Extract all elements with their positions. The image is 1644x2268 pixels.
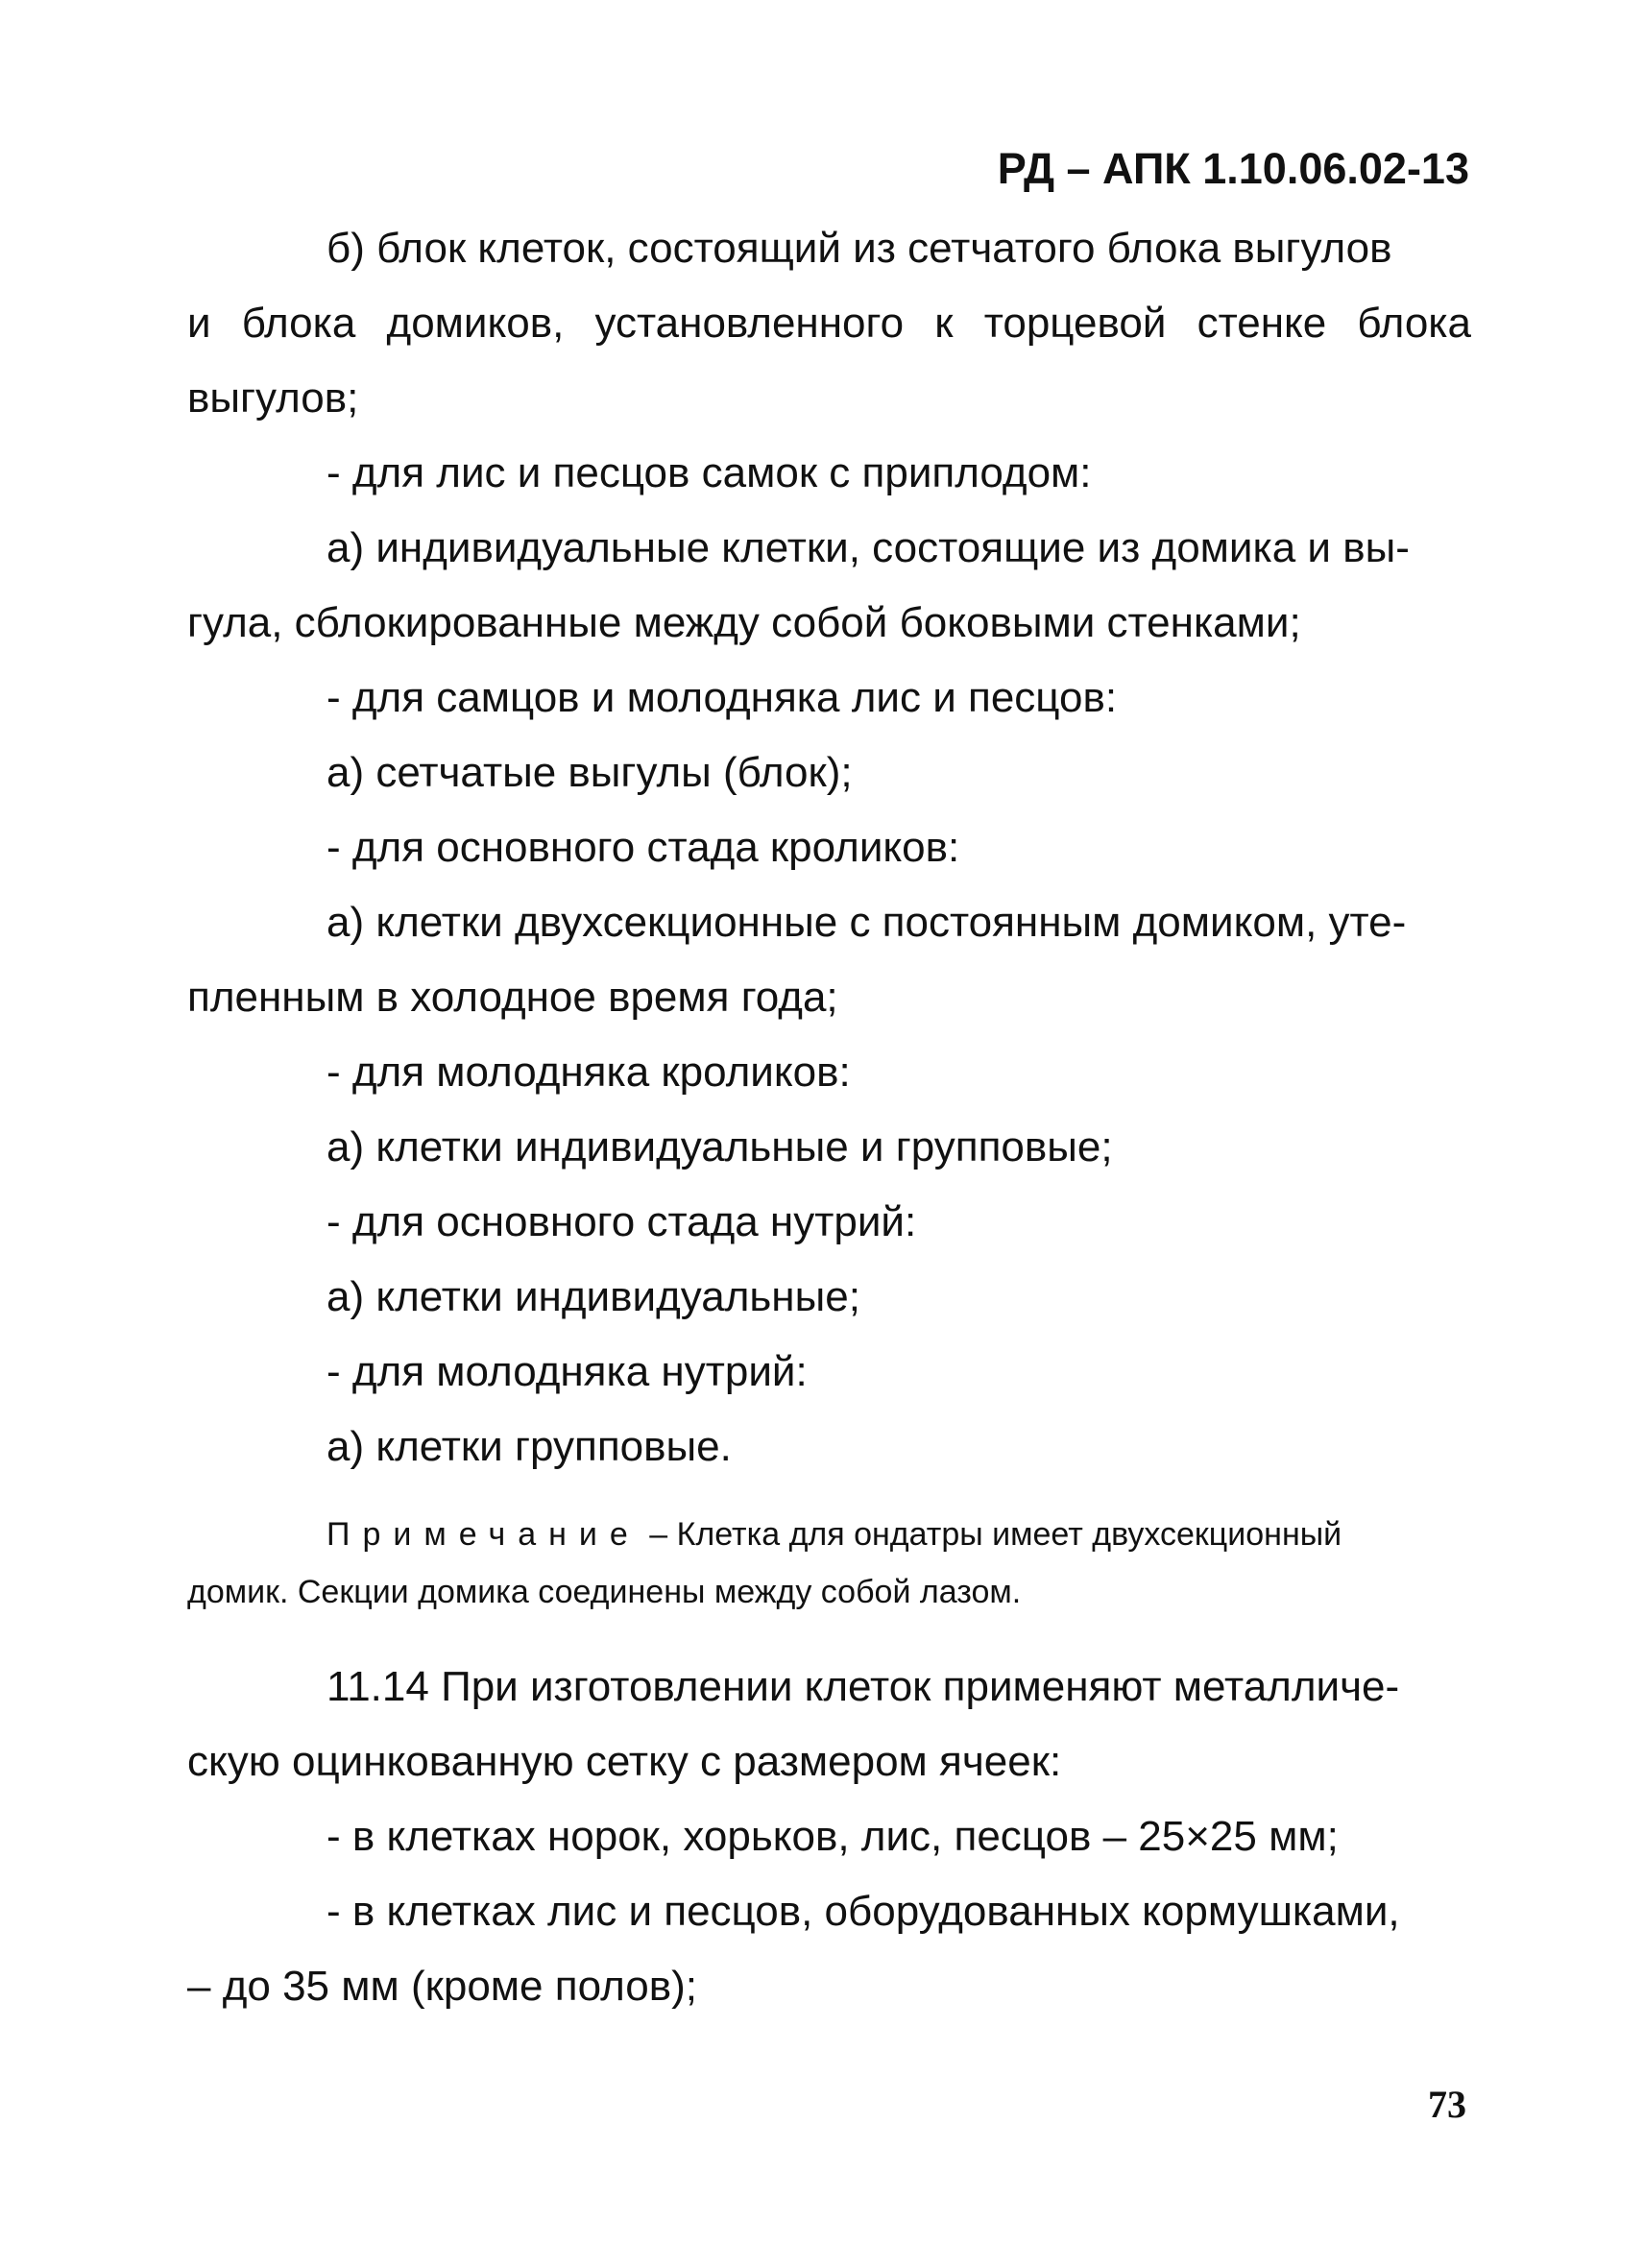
paragraph-line: - для молодняка кроликов: [326, 1049, 851, 1096]
paragraph-line: - для основного стада нутрий: [326, 1198, 917, 1245]
page-number: 73 [1428, 2083, 1466, 2126]
paragraph-line: - в клетках норок, хорьков, лис, песцов – 25×25 мм; [326, 1813, 1339, 1860]
document-body [187, 211, 1471, 2024]
paragraph-line: и блока домиков, установленного к торцевой стенке блока [187, 300, 1471, 347]
paragraph-line: - в клетках лис и песцов, оборудованных кормушками, [326, 1888, 1400, 1935]
paragraph-line: а) клетки двухсекционные с постоянным домиком, уте- [326, 899, 1407, 946]
paragraph-line: а) индивидуальные клетки, состоящие из домика и вы- [326, 524, 1410, 571]
paragraph-line: - для молодняка нутрий: [326, 1348, 808, 1395]
paragraph-line: а) клетки индивидуальные; [326, 1273, 860, 1320]
paragraph-line: - для основного стада кроликов: [326, 824, 960, 871]
paragraph-line: 11.14 При изготовлении клеток применяют металличе- [326, 1663, 1400, 1710]
paragraph-line: выгулов; [187, 374, 359, 422]
paragraph-line: а) клетки групповые. [326, 1423, 732, 1470]
paragraph-line: – до 35 мм (кроме полов); [187, 1963, 697, 2010]
note-line [187, 1506, 1471, 1563]
paragraph-line: - для лис и песцов самок с приплодом: [326, 449, 1092, 496]
paragraph-line: пленным в холодное время года; [187, 974, 838, 1021]
paragraph-line: гула, сблокированные между собой боковыми стенками; [187, 599, 1301, 646]
paragraph-line: - для самцов и молодняка лис и песцов: [326, 674, 1118, 721]
document-code-header: РД – АПК 1.10.06.02-13 [997, 144, 1469, 193]
paragraph-line: а) клетки индивидуальные и групповые; [326, 1123, 1113, 1170]
paragraph-line: скую оцинкованную сетку с размером ячеек: [187, 1738, 1062, 1785]
note-line: домик. Секции домика соединены между собой лазом. [187, 1574, 1022, 1610]
paragraph-line: б) блок клеток, состоящий из сетчатого блока выгулов [326, 225, 1392, 272]
note-text: – Клетка для ондатры имеет двухсекционный [640, 1516, 1342, 1553]
note-label: Примечание [326, 1516, 641, 1553]
paragraph-line: а) сетчатые выгулы (блок); [326, 749, 853, 796]
